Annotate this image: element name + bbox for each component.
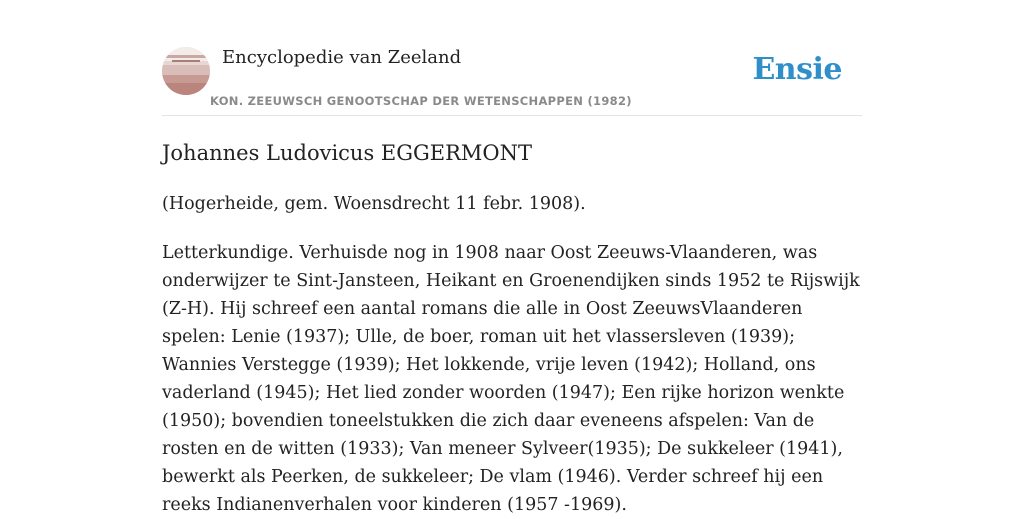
- entry-title: Johannes Ludovicus EGGERMONT: [162, 141, 533, 165]
- book-cover-logo-icon[interactable]: [162, 47, 210, 95]
- entry-body: Letterkundige. Verhuisde nog in 1908 naar Oost Zeeuws-Vlaanderen, was onderwijzer te Sint-Jansteen, Heikant en Groenendijken sinds 1952 te Rijswijk (Z-H). Hij schreef een aantal romans die alle in Oost ZeeuwsVlaanderen spelen: Lenie (1937); Ulle, de boer, roman uit het vlassersleven (1939); Wannies Verstegge (1939); Het lokkende, vrije leven (1942); Holland, ons vaderland (1945); Het lied zonder woorden (1947); Een rijke horizon wenkte (1950); bovendien toneelstukken die zich daar eveneens afspelen: Van de rosten en de witten (1933); Van meneer Sylveer(1935); De sukkeleer (1941), bewerkt als Peerken, de sukkeleer; De vlam (1946). Verder schreef hij een reeks Indianenverhalen voor kinderen (1957 -1969).: [162, 243, 860, 515]
- brand-logo[interactable]: Ensie: [752, 52, 842, 87]
- book-title[interactable]: Encyclopedie van Zeeland: [222, 47, 462, 68]
- birth-info: (Hogerheide, gem. Woensdrecht 11 febr. 1908).: [162, 194, 586, 214]
- publisher-label: KON. ZEEUWSCH GENOOTSCHAP DER WETENSCHAPPEN (1982): [210, 94, 632, 108]
- header: [162, 44, 862, 116]
- header-divider: [162, 115, 862, 116]
